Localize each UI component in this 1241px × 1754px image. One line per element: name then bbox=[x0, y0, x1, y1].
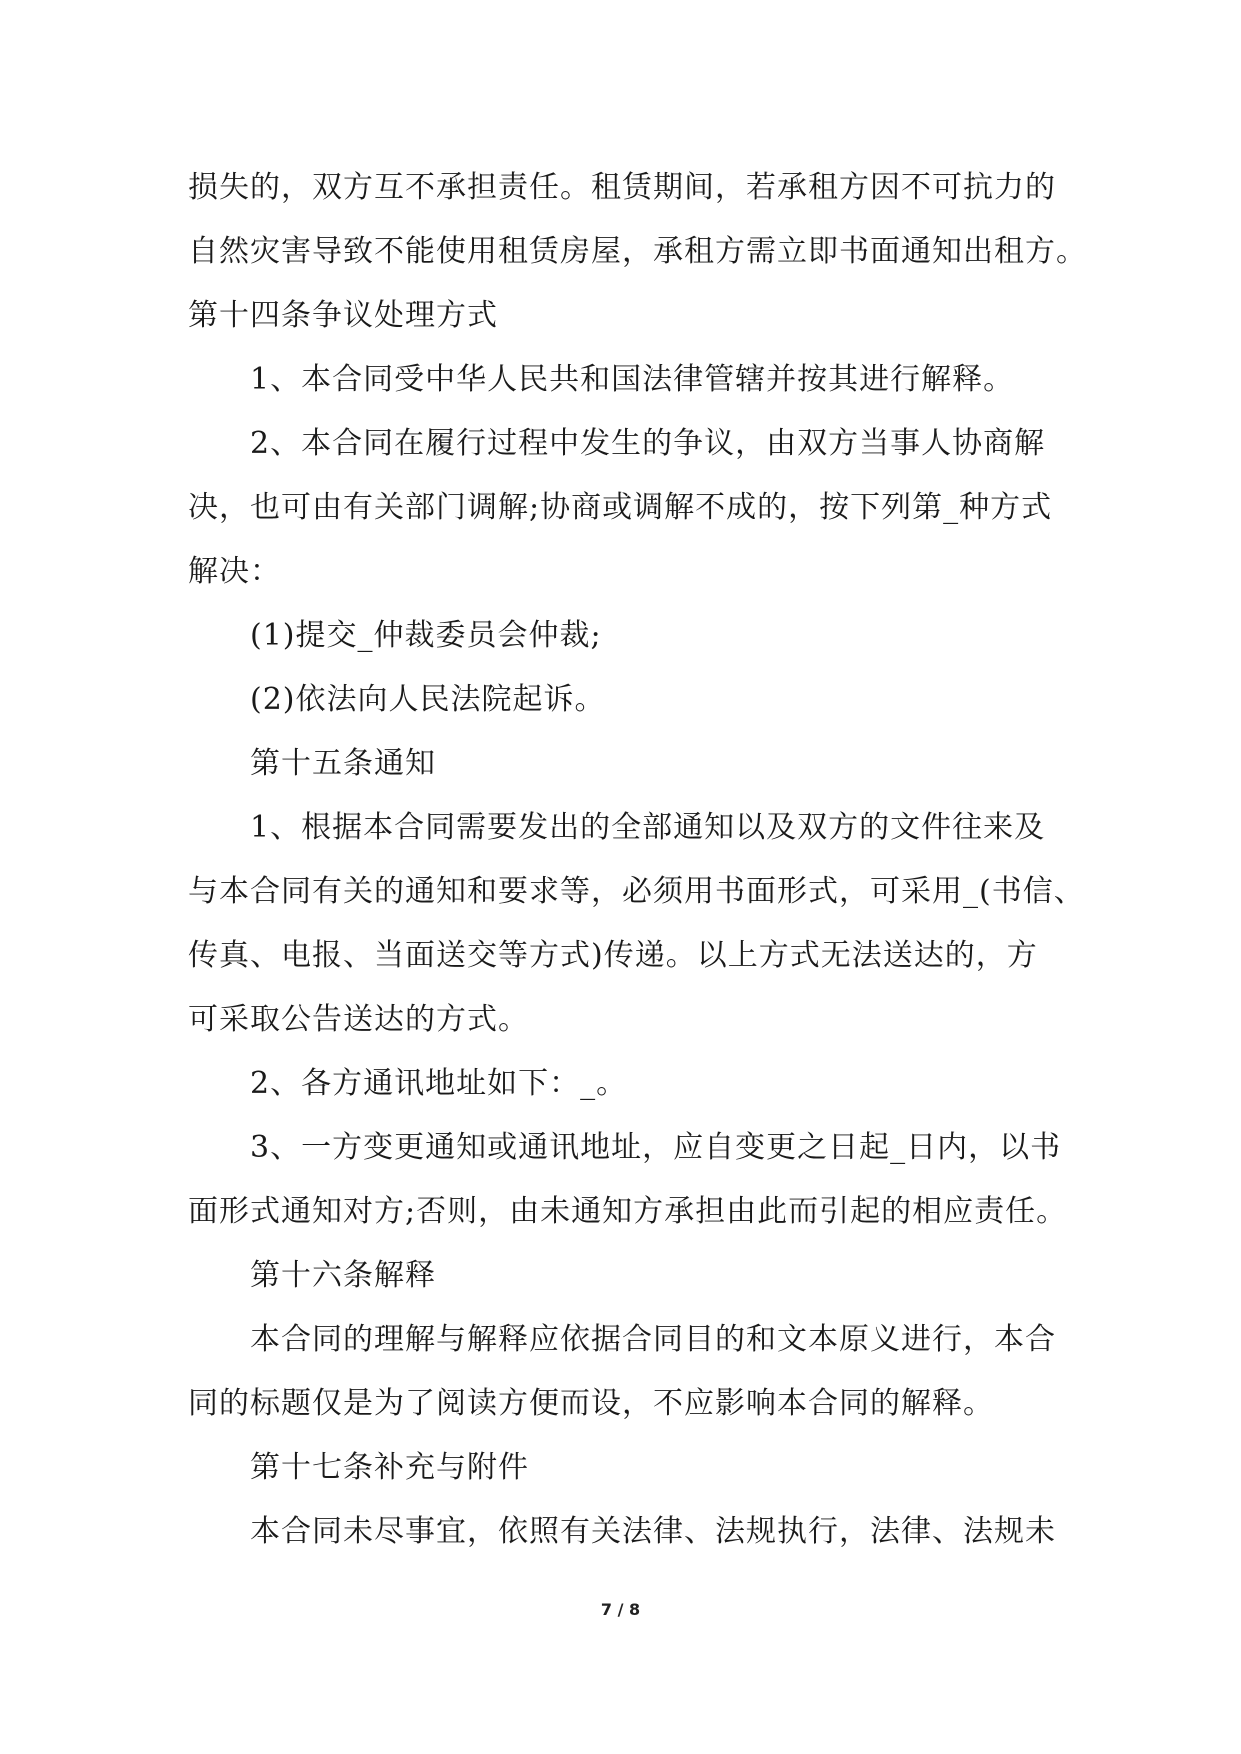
text-line: 本合同的理解与解释应依据合同目的和文本原义进行，本合 bbox=[250, 1322, 1056, 1357]
text-line: 传真、电报、当面送交等方式)传递。以上方式无法送达的，方 bbox=[188, 938, 1038, 973]
text-line: 解决： bbox=[188, 554, 281, 589]
text-line: 决，也可由有关部门调解;协商或调解不成的，按下列第_种方式 bbox=[188, 490, 1053, 525]
section-heading: 第十七条补充与附件 bbox=[250, 1450, 529, 1485]
text-line: 3、一方变更通知或通讯地址，应自变更之日起_日内，以书 bbox=[250, 1130, 1062, 1165]
text-line: (1)提交_仲裁委员会仲裁; bbox=[250, 618, 602, 653]
text-line: 2、本合同在履行过程中发生的争议，由双方当事人协商解 bbox=[250, 426, 1046, 461]
text-line: 1、本合同受中华人民共和国法律管辖并按其进行解释。 bbox=[250, 362, 1015, 397]
section-heading: 第十四条争议处理方式 bbox=[188, 298, 498, 333]
text-line: 可采取公告送达的方式。 bbox=[188, 1002, 529, 1037]
document-body bbox=[188, 156, 1088, 1564]
text-line: 同的标题仅是为了阅读方便而设，不应影响本合同的解释。 bbox=[188, 1386, 994, 1421]
text-line: 2、各方通讯地址如下：_。 bbox=[250, 1066, 628, 1101]
text-line: 损失的，双方互不承担责任。租赁期间，若承租方因不可抗力的 bbox=[188, 170, 1056, 205]
text-line: 面形式通知对方;否则，由未通知方承担由此而引起的相应责任。 bbox=[188, 1194, 1068, 1229]
text-line: 与本合同有关的通知和要求等，必须用书面形式，可采用_(书信、 bbox=[188, 874, 1085, 909]
text-line: 1、根据本合同需要发出的全部通知以及双方的文件往来及 bbox=[250, 810, 1046, 845]
text-line: (2)依法向人民法院起诉。 bbox=[250, 682, 606, 717]
text-line: 本合同未尽事宜，依照有关法律、法规执行，法律、法规未 bbox=[250, 1514, 1056, 1549]
page-number: 7 / 8 bbox=[600, 1600, 641, 1619]
section-heading: 第十六条解释 bbox=[250, 1258, 436, 1293]
section-heading: 第十五条通知 bbox=[250, 746, 436, 781]
text-line: 自然灾害导致不能使用租赁房屋，承租方需立即书面通知出租方。 bbox=[188, 234, 1087, 269]
